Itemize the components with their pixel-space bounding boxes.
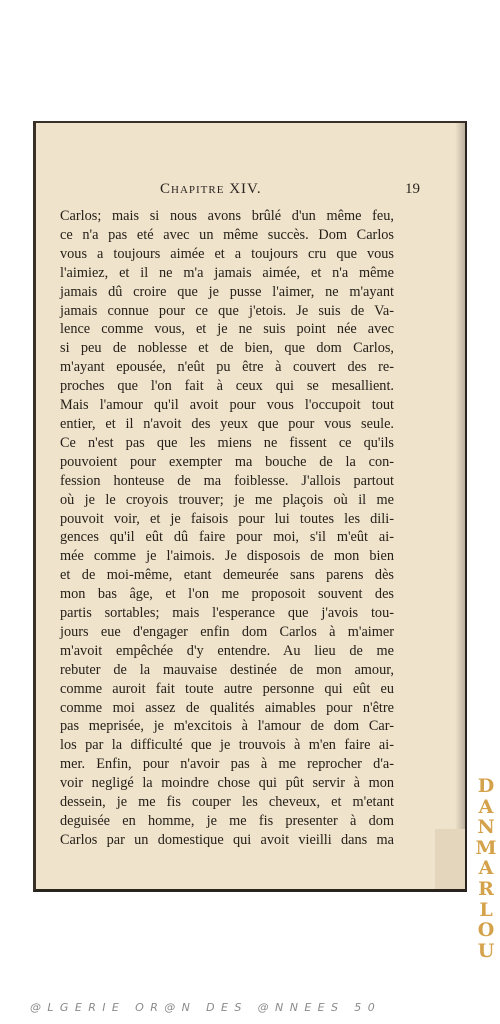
text-line: dessein, je me fis couper les cheveux, et m'etant xyxy=(60,794,394,811)
text-line: m'avoit empêchée d'y entendre. Au lieu de me xyxy=(60,642,394,659)
text-line: Mais l'amour qu'il avoit pour vous l'occupoit tout xyxy=(60,397,394,414)
watermark-letter: M xyxy=(475,836,497,859)
watermark-vertical xyxy=(475,776,497,961)
text-line: l'aimiez, et il ne m'a jamais aimée, et n'a même xyxy=(60,264,394,281)
text-line: los par la difficulté que je trouvois à m'en faire ai- xyxy=(60,737,394,754)
page-corner xyxy=(435,829,465,889)
watermark-letter: A xyxy=(478,795,494,818)
watermark-letter: R xyxy=(478,877,494,900)
text-line: voir negligé la moindre chose qui pût servir à mon xyxy=(60,775,394,792)
text-line: pouvoit voir, et je faisois pour lui toutes les dili- xyxy=(60,510,394,527)
text-line: deguisée en homme, je me fis presenter à dom xyxy=(60,813,394,829)
text-line: proches que l'on fait à ceux qui se mesallient. xyxy=(60,378,394,395)
text-line: entier, et il n'avoit des yeux que pour vous seule. xyxy=(60,415,394,432)
text-line: gences qu'il eût dû faire pour moi, s'il m'eût ai- xyxy=(60,529,394,546)
text-line: lence comme vous, et je ne suis point née avec xyxy=(60,321,394,338)
text-line: jamais connue pour ce que j'etois. Je suis de Va- xyxy=(60,302,394,319)
watermark-letter: A xyxy=(478,857,494,880)
page-number: 19 xyxy=(405,181,420,197)
text-line: fession honteuse de ma foiblesse. J'allois partout xyxy=(60,472,394,489)
text-line: m'ayant epousée, n'eût pu être à couvert des re- xyxy=(60,359,394,376)
text-line: comme auroit fait toute autre personne qui eût eu xyxy=(60,680,394,697)
footer-credit: @LGERIE OR@N DES @NNEES 50 xyxy=(30,1001,382,1014)
watermark-letter: L xyxy=(479,898,493,921)
text-line: où je le croyois trouver; je me plaçois où il me xyxy=(60,491,394,508)
text-line: jamais dû croire que je pusse l'aimer, ne m'ayant xyxy=(60,283,394,300)
text-line: mée comme je l'aimois. Je disposois de mon bien xyxy=(60,548,394,565)
text-line: Carlos par un domestique qui avoit vieilli dans ma xyxy=(60,831,394,848)
text-line: partis sortables; mais l'esperance que j'avois tou- xyxy=(60,605,394,622)
text-line: mon bas âge, et l'on me proposoit souvent des xyxy=(60,586,394,603)
text-line: jours eue d'engager enfin dom Carlos à m'aimer xyxy=(60,623,394,640)
text-line: et de moi-même, etant demeurée sans parens dès xyxy=(60,567,394,584)
text-line: si peu de noblesse et de bien, que dom Carlos, xyxy=(60,340,394,357)
scanned-page xyxy=(33,121,467,892)
watermark-letter: O xyxy=(477,919,495,942)
watermark-letter: D xyxy=(477,775,495,797)
chapter-title: Chapitre XIV. xyxy=(160,181,262,197)
text-line: Ce n'est pas que les miens ne fissent ce qu'ils xyxy=(60,434,394,451)
text-line: pas meprisée, je m'excitois à l'amour de dom Car- xyxy=(60,718,394,735)
page-edge-shadow xyxy=(455,123,465,889)
text-line: Carlos; mais si nous avons brûlé d'un même feu, xyxy=(60,208,394,224)
text-line: vous a toujours aimée et a toujours cru que vous xyxy=(60,245,394,262)
text-line: comme moi assez de qualités aimables pour n'être xyxy=(60,699,394,716)
watermark-letter: U xyxy=(477,939,495,962)
text-line: pouvoient pour exempter ma bouche de la con- xyxy=(60,453,394,470)
text-line: rebuter de la mauvaise destinée de mon amour, xyxy=(60,661,394,678)
text-line: ce n'a pas eté avec un même succès. Dom Carlos xyxy=(60,226,394,243)
text-line: mer. Enfin, pour n'avoir pas à me reprocher d'a- xyxy=(60,756,394,773)
watermark-letter: N xyxy=(477,816,495,839)
body-text xyxy=(60,207,394,850)
